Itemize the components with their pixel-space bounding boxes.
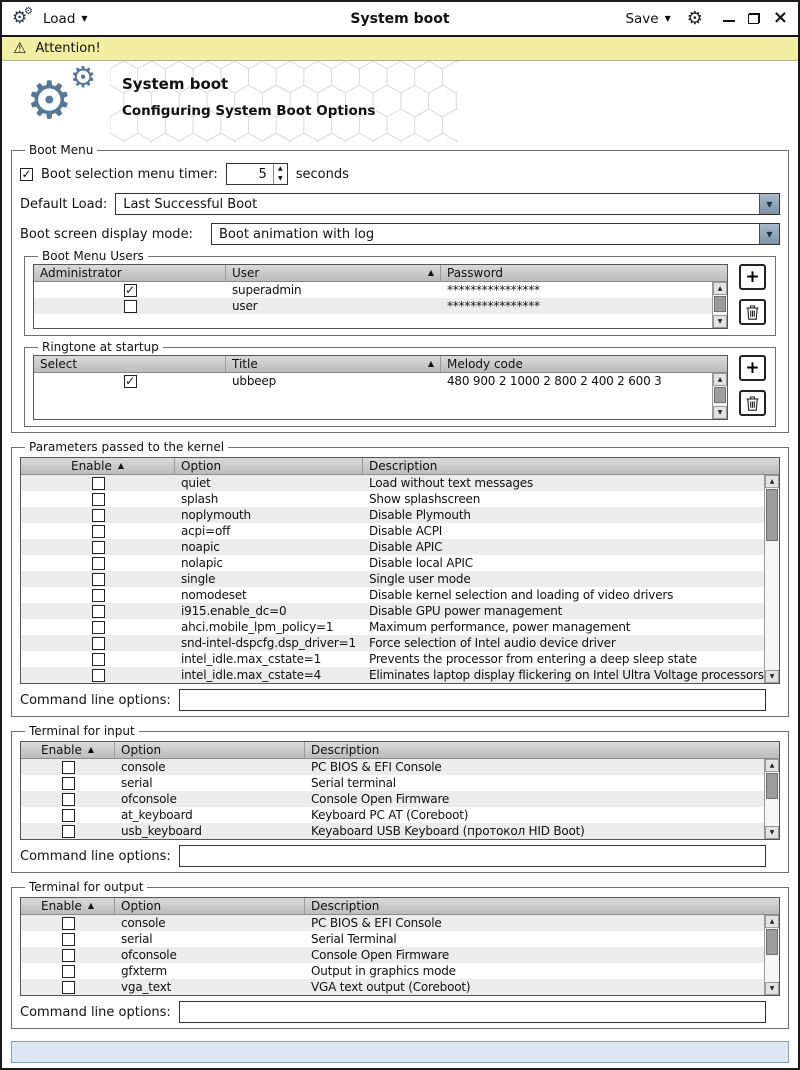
admin-checkbox[interactable] <box>124 284 137 297</box>
kernel-params-table <box>20 457 780 684</box>
warning-icon: ⚠ <box>13 39 27 57</box>
col-enable[interactable]: Enable ▲ <box>21 458 175 474</box>
option-cell: noapic <box>181 540 220 554</box>
terminal-output-body <box>21 915 764 995</box>
terminal-output-row[interactable] <box>21 963 764 979</box>
users-table-body <box>34 282 712 328</box>
scroll-track[interactable] <box>765 929 779 981</box>
vertical-scrollbar[interactable] <box>712 373 727 419</box>
default-load-row <box>20 193 780 215</box>
load-menu-button[interactable] <box>43 11 88 27</box>
option-cell: noplymouth <box>181 508 251 522</box>
scroll-thumb[interactable] <box>766 773 778 799</box>
sort-asc-icon: ▲ <box>87 745 95 754</box>
col-option[interactable]: Option <box>175 458 363 474</box>
option-cell: quiet <box>181 476 211 490</box>
titlebar-right-group <box>625 7 788 29</box>
ringtone-legend: Ringtone at startup <box>42 340 159 354</box>
scroll-thumb[interactable] <box>766 489 778 541</box>
spinner-up-icon[interactable]: ▲ <box>277 165 283 172</box>
scroll-down-icon[interactable]: ▼ <box>713 315 727 328</box>
col-title[interactable]: Title ▲ <box>226 356 441 372</box>
boot-menu-users-legend: Boot Menu Users <box>42 249 144 263</box>
user-row[interactable] <box>34 298 712 314</box>
enable-checkbox[interactable] <box>92 669 105 682</box>
terminal-input-header <box>21 742 779 759</box>
scroll-track[interactable] <box>713 296 727 314</box>
ringtone-group <box>24 340 776 427</box>
minimize-button[interactable] <box>723 20 735 22</box>
description-cell: Disable local APIC <box>369 556 473 570</box>
window-controls <box>723 7 788 29</box>
dropdown-arrow-icon[interactable]: ▼ <box>759 224 779 244</box>
description-cell: Eliminates laptop display flickering on Intel Ultra Voltage processors <box>369 668 764 682</box>
description-cell: Disable Plymouth <box>369 508 471 522</box>
option-cell: snd-intel-dspcfg.dsp_driver=1 <box>181 636 356 650</box>
col-enable[interactable]: Enable ▲ <box>21 898 115 914</box>
kernel-param-row[interactable] <box>21 507 764 523</box>
timer-checkbox[interactable] <box>20 168 33 181</box>
trash-icon <box>746 396 759 411</box>
terminal-input-cmdline-row <box>20 845 780 867</box>
banner-text: Attention! <box>35 41 101 56</box>
scroll-down-icon[interactable]: ▼ <box>765 826 779 839</box>
option-cell: nomodeset <box>181 588 247 602</box>
enable-checkbox[interactable] <box>92 589 105 602</box>
scroll-thumb[interactable] <box>714 296 726 312</box>
scroll-down-icon[interactable]: ▼ <box>713 406 727 419</box>
vertical-scrollbar[interactable] <box>764 915 779 995</box>
description-cell: Force selection of Intel audio device driver <box>369 636 616 650</box>
app-gears-icon: ⚙ ⚙ <box>12 5 33 28</box>
kernel-param-row[interactable] <box>21 475 764 491</box>
terminal-input-cmdline-label: Command line options: <box>20 848 171 864</box>
terminal-input-legend: Terminal for input <box>29 724 135 738</box>
col-password[interactable]: Password <box>447 266 504 280</box>
terminal-input-row[interactable] <box>21 823 764 839</box>
col-melody-code[interactable]: Melody code <box>447 357 523 371</box>
description-cell: Serial Terminal <box>311 932 397 946</box>
enable-checkbox[interactable] <box>62 981 75 994</box>
option-cell: at_keyboard <box>121 808 193 822</box>
terminal-input-table <box>20 741 780 840</box>
kernel-params-legend: Parameters passed to the kernel <box>29 440 225 454</box>
sort-asc-icon: ▲ <box>427 268 434 277</box>
display-mode-row <box>20 223 780 245</box>
kernel-param-row[interactable] <box>21 603 764 619</box>
scroll-track[interactable] <box>713 387 727 405</box>
col-description[interactable]: Description <box>311 743 380 757</box>
terminal-input-body <box>21 759 764 839</box>
password-cell: **************** <box>447 283 540 297</box>
col-enable[interactable]: Enable ▲ <box>21 742 115 758</box>
terminal-output-header <box>21 898 779 915</box>
ringtone-table-header <box>34 356 727 373</box>
delete-user-button[interactable] <box>739 299 766 325</box>
terminal-input-row[interactable] <box>21 791 764 807</box>
terminal-output-cmdline-input[interactable] <box>179 1001 766 1023</box>
description-cell: Prevents the processor from entering a deep sleep state <box>369 652 697 666</box>
vertical-scrollbar[interactable] <box>764 759 779 839</box>
sort-asc-icon: ▲ <box>87 901 95 910</box>
delete-ringtone-button[interactable] <box>739 390 766 416</box>
users-actions <box>739 264 767 325</box>
status-bar <box>11 1041 789 1063</box>
spinner-down-icon[interactable]: ▼ <box>277 175 283 182</box>
kernel-table-header <box>21 458 779 475</box>
default-load-select[interactable] <box>115 193 780 215</box>
user-cell: superadmin <box>232 283 302 297</box>
ringtone-actions <box>739 355 767 416</box>
option-cell: intel_idle.max_cstate=1 <box>181 652 322 666</box>
trash-icon <box>746 305 759 320</box>
enable-checkbox[interactable] <box>62 917 75 930</box>
col-administrator[interactable]: Administrator <box>34 265 226 281</box>
terminal-input-group <box>11 724 789 873</box>
kernel-param-row[interactable] <box>21 587 764 603</box>
option-cell: ahci.mobile_lpm_policy=1 <box>181 620 334 634</box>
terminal-input-cmdline-input[interactable] <box>179 845 766 867</box>
option-cell: splash <box>181 492 219 506</box>
spinner-arrows <box>273 164 287 184</box>
enable-checkbox[interactable] <box>62 949 75 962</box>
description-cell: VGA text output (Coreboot) <box>311 980 471 994</box>
enable-checkbox[interactable] <box>92 557 105 570</box>
kernel-param-row[interactable] <box>21 651 764 667</box>
display-mode-value: Boot animation with log <box>219 226 375 242</box>
user-row[interactable] <box>34 282 712 298</box>
option-cell: usb_keyboard <box>121 824 202 838</box>
enable-checkbox[interactable] <box>92 541 105 554</box>
page-subtitle: Configuring System Boot Options <box>122 103 376 119</box>
description-cell: Disable ACPI <box>369 524 443 538</box>
settings-gear-icon[interactable]: ⚙ <box>686 7 703 29</box>
sort-asc-icon: ▲ <box>117 461 125 470</box>
enable-checkbox[interactable] <box>92 509 105 522</box>
enable-checkbox[interactable] <box>92 621 105 634</box>
enable-checkbox[interactable] <box>92 477 105 490</box>
enable-checkbox[interactable] <box>62 965 75 978</box>
attention-banner <box>2 37 798 61</box>
description-cell: Keyaboard USB Keyboard (протокол HID Boot) <box>311 824 585 838</box>
option-cell: console <box>121 916 166 930</box>
scroll-up-icon[interactable]: ▲ <box>713 373 727 386</box>
kernel-cmdline-input[interactable] <box>179 689 766 711</box>
password-cell: **************** <box>447 299 540 313</box>
terminal-input-row[interactable] <box>21 775 764 791</box>
kernel-params-group <box>11 440 789 717</box>
option-cell: gfxterm <box>121 964 168 978</box>
enable-checkbox[interactable] <box>92 637 105 650</box>
option-cell: acpi=off <box>181 524 231 538</box>
save-menu-button[interactable] <box>625 11 670 27</box>
option-cell: nolapic <box>181 556 223 570</box>
enable-checkbox[interactable] <box>62 809 75 822</box>
gears-logo-icon: ⚙ ⚙ <box>26 61 96 131</box>
enable-checkbox[interactable] <box>92 573 105 586</box>
page-title: System boot <box>122 75 229 93</box>
kernel-param-row[interactable] <box>21 523 764 539</box>
scroll-track[interactable] <box>765 489 779 669</box>
enable-checkbox[interactable] <box>92 653 105 666</box>
col-user[interactable]: User ▲ <box>226 265 441 281</box>
scroll-track[interactable] <box>765 773 779 825</box>
title-bar <box>2 2 798 37</box>
enable-checkbox[interactable] <box>92 493 105 506</box>
users-table <box>33 264 728 329</box>
timer-spinner[interactable] <box>226 163 288 185</box>
enable-checkbox[interactable] <box>62 761 75 774</box>
description-cell: Console Open Firmware <box>311 792 450 806</box>
kernel-param-row[interactable] <box>21 539 764 555</box>
description-cell: Console Open Firmware <box>311 948 450 962</box>
load-menu-label: Load <box>43 10 76 27</box>
maximize-button[interactable] <box>748 13 760 24</box>
description-cell: Disable APIC <box>369 540 443 554</box>
window-title: System boot <box>350 10 450 27</box>
enable-checkbox[interactable] <box>62 793 75 806</box>
terminal-output-cmdline-row <box>20 1001 780 1023</box>
kernel-cmdline-label: Command line options: <box>20 692 171 708</box>
description-cell: Single user mode <box>369 572 471 586</box>
chevron-down-icon: ▼ <box>664 14 671 23</box>
scroll-up-icon[interactable]: ▲ <box>765 759 779 772</box>
hexagon-pattern-decoration <box>110 61 458 143</box>
col-select[interactable]: Select <box>34 356 226 372</box>
melody-cell: 480 900 2 1000 2 800 2 400 2 600 3 <box>447 374 662 388</box>
terminal-output-table <box>20 897 780 996</box>
boot-menu-group <box>11 143 789 433</box>
scroll-up-icon[interactable]: ▲ <box>765 915 779 928</box>
boot-menu-legend: Boot Menu <box>29 143 94 157</box>
description-cell: Show splashscreen <box>369 492 481 506</box>
ringtone-table <box>33 355 728 420</box>
option-cell: single <box>181 572 216 586</box>
scroll-thumb[interactable] <box>714 387 726 403</box>
terminal-input-row[interactable] <box>21 759 764 775</box>
description-cell: Serial terminal <box>311 776 396 790</box>
plus-icon: + <box>745 266 760 287</box>
terminal-output-row[interactable] <box>21 947 764 963</box>
kernel-param-row[interactable] <box>21 667 764 683</box>
sort-asc-icon: ▲ <box>427 359 434 368</box>
vertical-scrollbar[interactable] <box>712 282 727 328</box>
timer-value: 5 <box>258 166 267 182</box>
scroll-down-icon[interactable]: ▼ <box>765 982 779 995</box>
description-cell: Keyboard PC AT (Coreboot) <box>311 808 469 822</box>
scroll-up-icon[interactable]: ▲ <box>765 475 779 488</box>
col-description[interactable]: Description <box>369 459 438 473</box>
enable-checkbox[interactable] <box>92 525 105 538</box>
kernel-param-row[interactable] <box>21 571 764 587</box>
scroll-up-icon[interactable]: ▲ <box>713 282 727 295</box>
default-load-value: Last Successful Boot <box>123 196 258 212</box>
option-cell: ofconsole <box>121 948 177 962</box>
option-cell: vga_text <box>121 980 172 994</box>
ringtone-table-body <box>34 373 712 419</box>
page-header <box>2 61 798 143</box>
add-ringtone-button[interactable] <box>739 355 766 381</box>
description-cell: Maximum performance, power management <box>369 620 631 634</box>
enable-checkbox[interactable] <box>62 777 75 790</box>
users-table-header <box>34 265 727 282</box>
terminal-input-row[interactable] <box>21 807 764 823</box>
kernel-param-row[interactable] <box>21 555 764 571</box>
default-load-label: Default Load: <box>20 196 108 212</box>
description-cell: Output in graphics mode <box>311 964 456 978</box>
save-menu-label: Save <box>625 10 659 27</box>
enable-checkbox[interactable] <box>62 933 75 946</box>
description-cell: PC BIOS & EFI Console <box>311 916 442 930</box>
kernel-cmdline-row <box>20 689 780 711</box>
user-cell: user <box>232 299 258 313</box>
kernel-param-row[interactable] <box>21 619 764 635</box>
option-cell: console <box>121 760 166 774</box>
option-cell: ofconsole <box>121 792 177 806</box>
col-option[interactable]: Option <box>115 742 305 758</box>
kernel-param-row[interactable] <box>21 635 764 651</box>
enable-checkbox[interactable] <box>62 825 75 838</box>
close-button[interactable]: × <box>772 7 788 29</box>
enable-checkbox[interactable] <box>92 605 105 618</box>
terminal-output-row[interactable] <box>21 931 764 947</box>
description-cell: Disable GPU power management <box>369 604 563 618</box>
terminal-output-legend: Terminal for output <box>29 880 144 894</box>
timer-row <box>20 163 780 185</box>
scroll-thumb[interactable] <box>766 929 778 955</box>
boot-menu-users-group <box>24 249 776 336</box>
timer-unit-label: seconds <box>295 166 349 182</box>
scroll-down-icon[interactable]: ▼ <box>765 670 779 683</box>
timer-label: Boot selection menu timer: <box>41 166 218 182</box>
col-description[interactable]: Description <box>311 899 380 913</box>
description-cell: Load without text messages <box>369 476 534 490</box>
plus-icon: + <box>745 357 760 378</box>
title-cell: ubbeep <box>232 374 277 388</box>
col-option[interactable]: Option <box>115 898 305 914</box>
ringtone-row[interactable] <box>34 373 712 389</box>
select-checkbox[interactable] <box>124 375 137 388</box>
option-cell: i915.enable_dc=0 <box>181 604 287 618</box>
terminal-output-cmdline-label: Command line options: <box>20 1004 171 1020</box>
dropdown-arrow-icon[interactable]: ▼ <box>759 194 779 214</box>
chevron-down-icon: ▼ <box>81 14 88 23</box>
terminal-output-row[interactable] <box>21 915 764 931</box>
option-cell: serial <box>121 932 153 946</box>
terminal-output-group <box>11 880 789 1029</box>
add-user-button[interactable] <box>739 264 766 290</box>
terminal-output-row[interactable] <box>21 979 764 995</box>
admin-checkbox[interactable] <box>124 300 137 313</box>
display-mode-select[interactable] <box>211 223 780 245</box>
description-cell: PC BIOS & EFI Console <box>311 760 442 774</box>
kernel-table-body <box>21 475 764 683</box>
option-cell: intel_idle.max_cstate=4 <box>181 668 322 682</box>
kernel-param-row[interactable] <box>21 491 764 507</box>
display-mode-label: Boot screen display mode: <box>20 226 193 242</box>
option-cell: serial <box>121 776 153 790</box>
description-cell: Disable kernel selection and loading of video drivers <box>369 588 674 602</box>
vertical-scrollbar[interactable] <box>764 475 779 683</box>
